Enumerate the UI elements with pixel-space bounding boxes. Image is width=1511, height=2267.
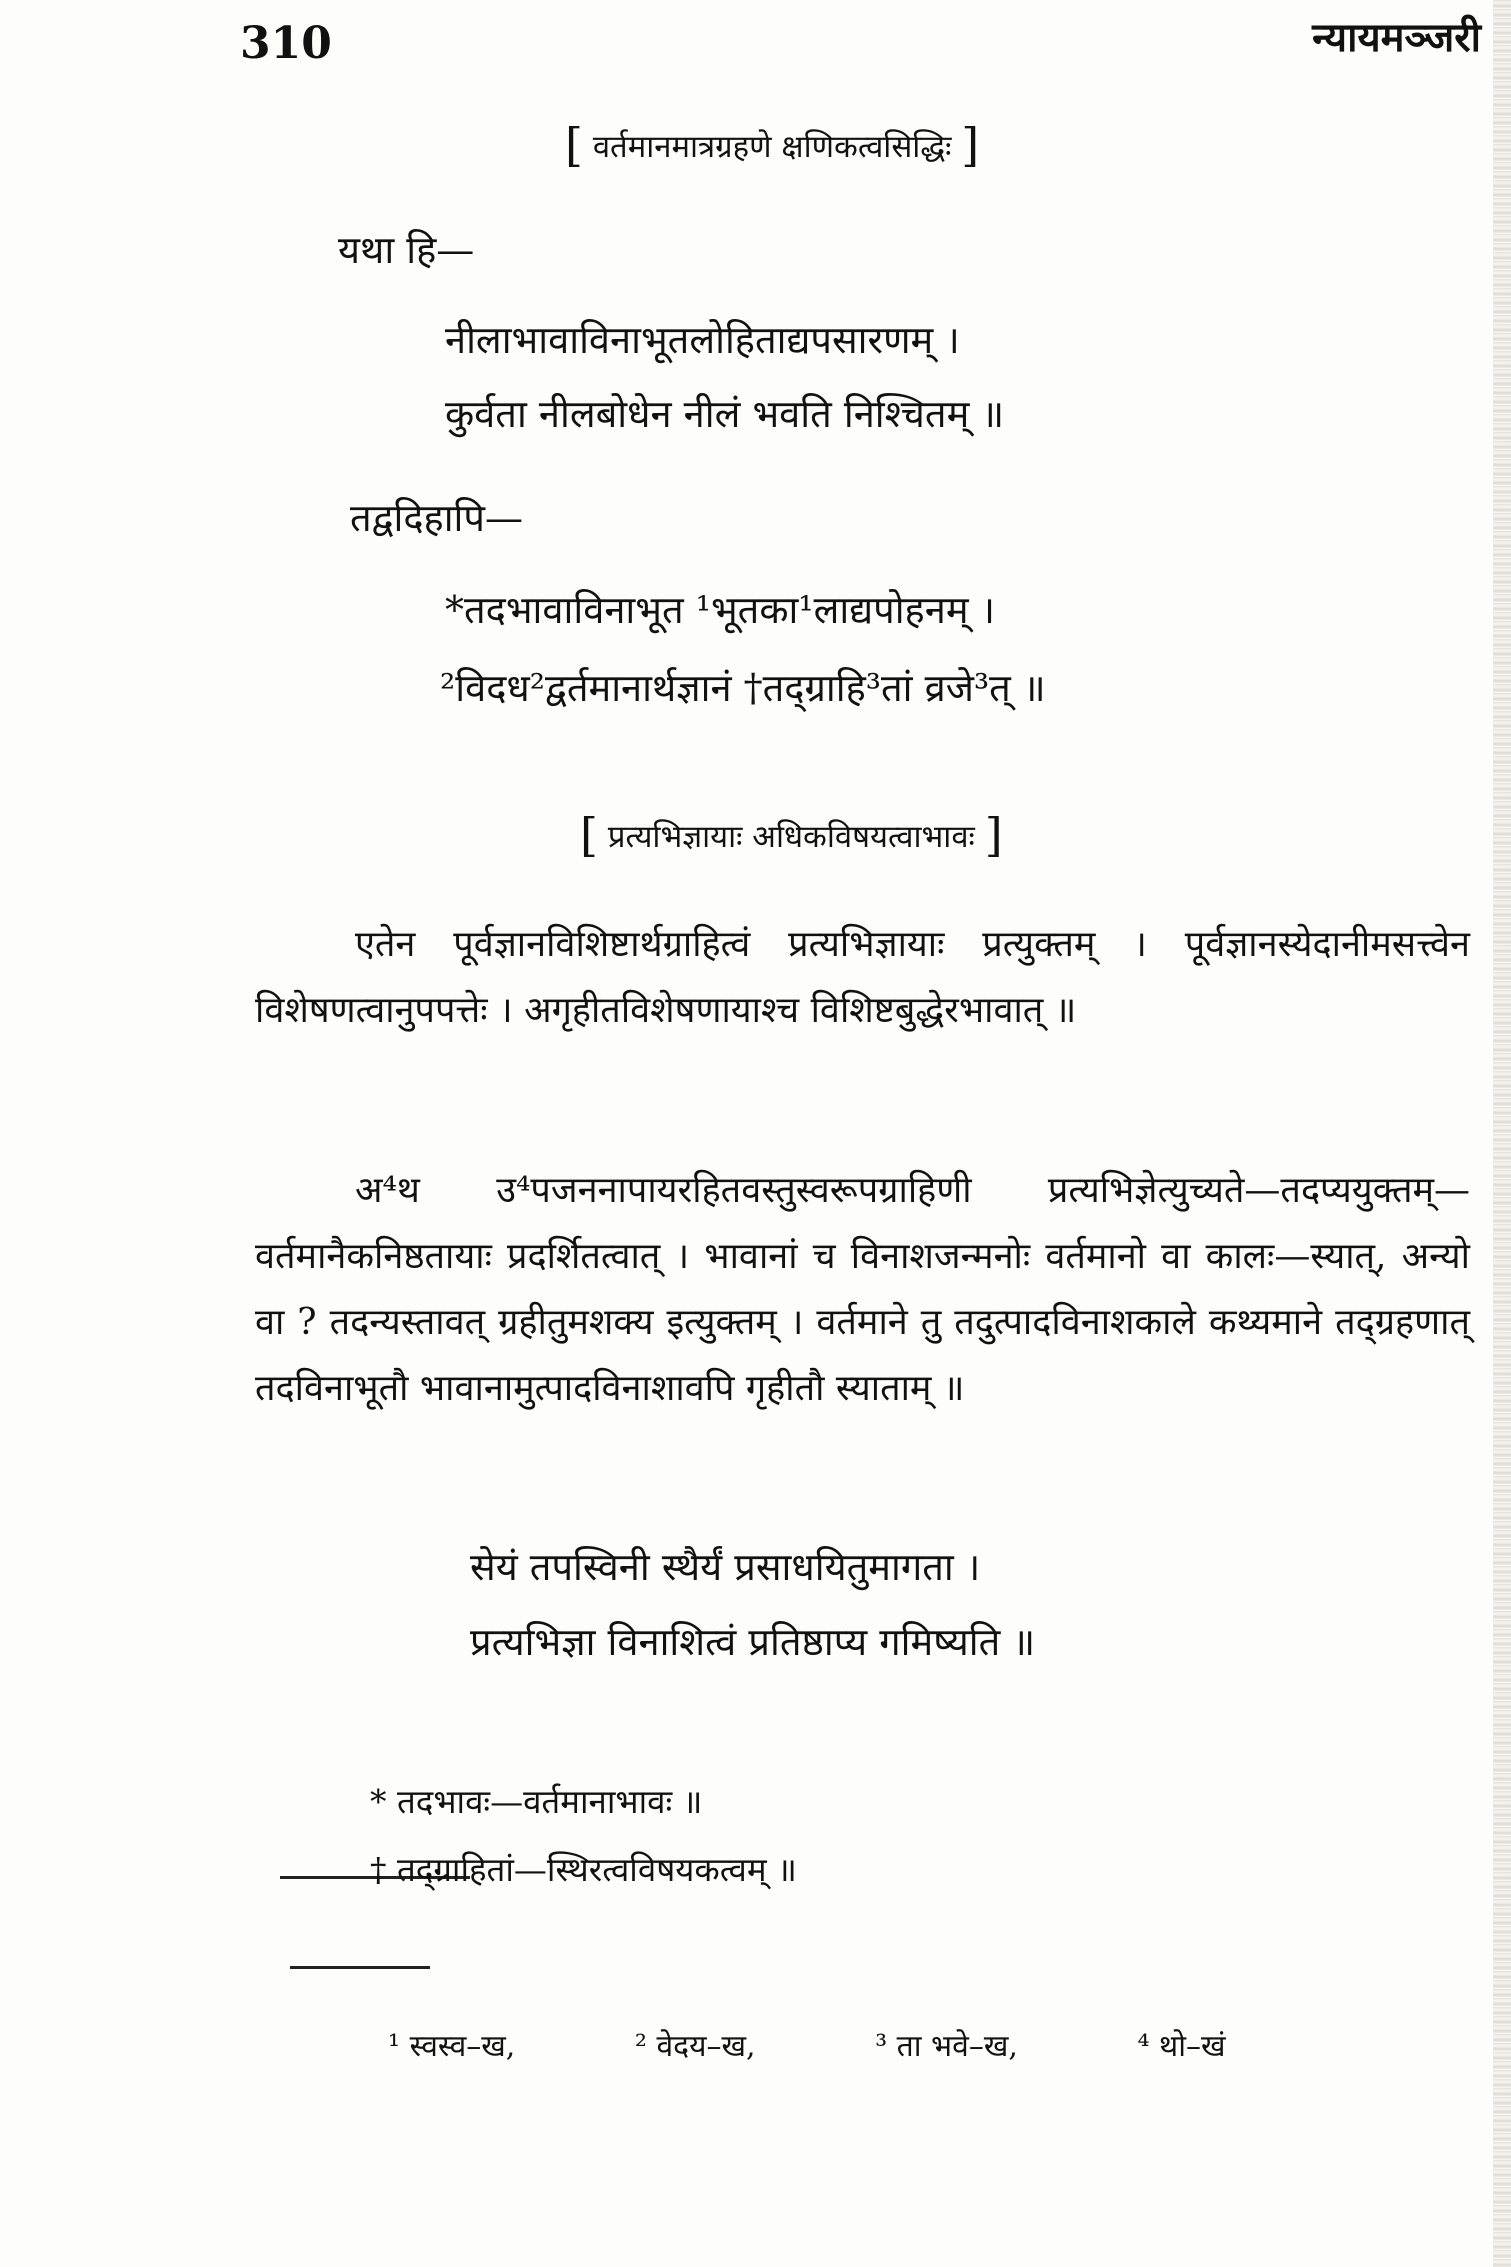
paragraph-1	[255, 912, 1470, 1044]
paragraph-2-text: अ⁴थ उ⁴पजननापायरहितवस्तुस्वरूपग्राहिणी प्रत्यभिज्ञेत्युच्यते—तदप्ययुक्तम्—वर्तमानैकनिष्ठतायाः प्रदर्शितत्वात् । भावानां च विनाशजन्मनोः वर्तमानो वा कालः—स्यात्, अन्यो वा ? तदन्यस्तावत् ग्रहीतुमशक्य इत्युक्तम् । वर्तमाने तु तदुत्पादविनाशकाले कथ्यमाने तद्ग्रहणात् तदविनाभूतौ भावानामुत्पादविनाशावपि गृहीतौ स्याताम् ॥	[255, 1170, 1470, 1409]
open-bracket: [	[565, 118, 583, 172]
variant-2: ² वेदय–ख,	[634, 2029, 756, 2064]
intro-1: यथा हि—	[338, 228, 475, 272]
close-bracket: ]	[961, 118, 980, 172]
section-heading-2-text: प्रत्यभिज्ञायाः अधिकविषयत्वाभावः	[607, 819, 975, 855]
footnote-2: † तद्ग्राहितां—स्थिरत्वविषयकत्वम् ॥	[370, 1850, 797, 1889]
paragraph-1-text: एतेन पूर्वज्ञानविशिष्टार्थग्राहित्वं प्रत्यभिज्ञायाः प्रत्युक्तम् । पूर्वज्ञानस्येदानीमसत्त्वेन विशेषणत्वानुपपत्तेः । अगृहीतविशेषणायाश्च विशिष्टबुद्धेरभावात् ॥	[255, 924, 1470, 1031]
footnote-1: * तदभावः—वर्तमानाभावः ॥	[370, 1782, 703, 1821]
verse-1-line-2: कुर्वता नीलबोधेन नीलं भवति निश्चितम् ॥	[445, 392, 1005, 436]
verse-3-line-1: सेयं तपस्विनी स्थैर्यं प्रसाधयितुमागता ।	[470, 1545, 981, 1589]
section-heading-1-text: वर्तमानमात्रग्रहणे क्षणिकत्वसिद्धिः	[592, 129, 952, 165]
variant-1: ¹ स्वस्व–ख,	[388, 2029, 516, 2064]
section-heading-1	[565, 118, 979, 172]
page-number: 310	[240, 18, 332, 69]
running-title: न्यायमञ्जरी	[1312, 14, 1481, 61]
open-bracket: [	[580, 808, 598, 862]
section-heading-2	[580, 808, 1003, 862]
scan-edge	[1493, 0, 1511, 2267]
variant-3: ³ ता भवे–ख,	[875, 2029, 1018, 2064]
intro-2: तद्वदिहापि—	[350, 496, 523, 540]
close-bracket: ]	[984, 808, 1003, 862]
verse-3-line-2: प्रत्यभिज्ञा विनाशित्वं प्रतिष्ठाप्य गमिष्यति ॥	[470, 1620, 1036, 1664]
variant-readings	[388, 2024, 1336, 2065]
verse-2-line-2: ²विदध²द्वर्तमानार्थज्ञानं †तद्ग्राहि³तां व्रजे³त् ॥	[440, 666, 1046, 710]
verse-2-line-1: *तदभावाविनाभूत ¹भूतका¹लाद्यपोहनम् ।	[445, 588, 996, 632]
variants-divider	[290, 1966, 430, 1969]
variant-4: ⁴ थो–खं	[1137, 2029, 1226, 2064]
paragraph-2	[255, 1158, 1470, 1422]
verse-1-line-1: नीलाभावाविनाभूतलोहिताद्यपसारणम् ।	[445, 318, 960, 362]
